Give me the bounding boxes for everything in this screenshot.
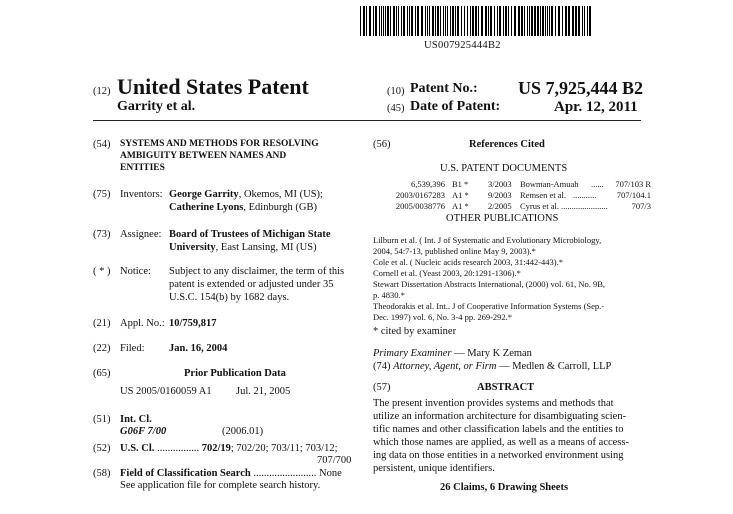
- other-pub-line: Theodorakis et al. Int.. J of Cooperative Information Systems (Sep.-: [373, 301, 605, 311]
- examiner-name: Mary K Zeman: [467, 348, 532, 359]
- assignee-line-2: [169, 242, 317, 253]
- barcode-bar: [481, 6, 483, 36]
- claims-summary: 26 Claims, 6 Drawing Sheets: [440, 482, 569, 493]
- barcode-bar: [549, 6, 550, 36]
- appl-number: 10/759,817: [169, 318, 217, 329]
- code-56: (56): [373, 139, 391, 150]
- barcode-bar: [381, 6, 382, 36]
- barcode-bar: [455, 6, 456, 36]
- us-cl-primary: 702/19: [201, 443, 231, 454]
- barcode-bar: [490, 6, 492, 36]
- barcode-bar: [393, 6, 395, 36]
- document-title: United States Patent: [117, 74, 309, 99]
- barcode-bar: [385, 6, 386, 36]
- barcode-bar: [472, 6, 474, 36]
- us-doc-name: Remsen et al.: [520, 190, 567, 200]
- other-pub-line: Cornell et al. (Yeast 2003, 20:1291-1306).*: [373, 268, 521, 278]
- attorney-line: [373, 361, 611, 372]
- header-divider: [93, 120, 641, 121]
- barcode-bar: [578, 6, 580, 36]
- barcode-bar: [558, 6, 560, 36]
- patent-date: Apr. 12, 2011: [554, 99, 638, 115]
- barcode-bar: [464, 6, 465, 36]
- code-74: (74): [373, 361, 391, 372]
- field-search-label: Field of Classification Search: [120, 468, 251, 479]
- us-cl-line-2: 707/700: [317, 455, 352, 466]
- inventor-1-location: , Okemos, MI (US);: [238, 189, 323, 200]
- field-search-line: [120, 468, 342, 479]
- attorney-separator: —: [496, 361, 513, 372]
- int-cl-label: Int. Cl.: [120, 414, 152, 425]
- inventors-label: Inventors:: [120, 189, 163, 200]
- us-doc-class: 707/3: [631, 201, 651, 211]
- us-cl-dots: ................: [157, 443, 200, 454]
- us-doc-dots: ......: [591, 179, 604, 189]
- barcode-bar: [369, 6, 371, 36]
- notice-label: Notice:: [120, 266, 151, 277]
- barcode-bar: [366, 6, 367, 36]
- barcode-bar: [589, 6, 591, 36]
- barcode-bar: [494, 6, 495, 36]
- barcode-bar: [437, 6, 439, 36]
- notice-line-1: Subject to any disclaimer, the term of this: [169, 266, 345, 277]
- barcode-bar: [551, 6, 553, 36]
- barcode-bar: [529, 6, 530, 36]
- barcode-bar: [425, 6, 426, 36]
- barcode-bar: [407, 6, 408, 36]
- barcode-bar: [575, 6, 577, 36]
- code-45: (45): [387, 103, 405, 114]
- code-75: (75): [93, 189, 111, 200]
- barcode-bar: [587, 6, 588, 36]
- barcode-bar: [429, 6, 430, 36]
- us-docs-heading: U.S. PATENT DOCUMENTS: [440, 163, 568, 174]
- barcode-bar: [390, 6, 391, 36]
- patent-barcode: [360, 6, 592, 36]
- patent-number: US 7,925,444 B2: [518, 78, 644, 98]
- other-pubs-heading: OTHER PUBLICATIONS: [446, 213, 559, 224]
- examiner-label: Primary Examiner: [373, 348, 452, 359]
- abstract-line: which those names are applied, as well as a means of access-: [373, 437, 629, 448]
- barcode-bar: [508, 6, 509, 36]
- inventor-2-location: , Edinburgh (GB): [243, 202, 317, 213]
- barcode-bar: [514, 6, 516, 36]
- barcode-bar: [475, 6, 477, 36]
- barcode-bar: [478, 6, 479, 36]
- filed-label: Filed:: [120, 343, 145, 354]
- barcode-bar: [409, 6, 410, 36]
- code-58: (58): [93, 468, 111, 479]
- us-doc-class: 707/104.1: [616, 190, 651, 200]
- barcode-bar: [417, 6, 419, 36]
- barcode-bar: [485, 6, 487, 36]
- barcode-bar: [521, 6, 523, 36]
- us-doc-kind: A1 *: [452, 201, 469, 211]
- barcode-bar: [531, 6, 533, 36]
- barcode-bar: [450, 6, 451, 36]
- barcode-bar: [415, 6, 416, 36]
- us-doc-date: 3/2003: [488, 179, 512, 189]
- attorney-label: Attorney, Agent, or Firm: [393, 361, 497, 372]
- barcode-bar: [363, 6, 365, 36]
- assignee-name-line-1: Board of Trustees of Michigan State: [169, 229, 331, 240]
- barcode-bar: [568, 6, 570, 36]
- barcode-bar: [383, 6, 384, 36]
- barcode-bar: [562, 6, 563, 36]
- prior-pub-number: US 2005/0160059 A1: [120, 386, 212, 397]
- abstract-heading: ABSTRACT: [477, 382, 535, 393]
- barcode-bar: [470, 6, 471, 36]
- us-doc-date: 2/2005: [488, 201, 512, 211]
- inventor-1: [169, 189, 323, 200]
- cited-by-examiner: * cited by examiner: [373, 326, 457, 337]
- assignee-location: , East Lansing, MI (US): [215, 242, 317, 253]
- barcode-bar: [565, 6, 567, 36]
- us-doc-dots: ...........: [573, 190, 597, 200]
- us-doc-number: 2003/0167283: [395, 190, 445, 200]
- notice-line-3: U.S.C. 154(b) by 1682 days.: [169, 292, 290, 303]
- barcode-bar: [582, 6, 583, 36]
- us-doc-name: Bowman-Amuah: [520, 179, 579, 189]
- other-pub-line: Lilburn et al. ( Int. J of Systematic and Evolutionary Microbiology,: [373, 235, 602, 245]
- barcode-bar: [445, 6, 446, 36]
- title-line-3: ENTITIES: [120, 163, 165, 173]
- barcode-bar: [542, 6, 544, 36]
- patent-no-label: Patent No.:: [410, 81, 478, 96]
- barcode-bar: [411, 6, 413, 36]
- code-10: (10): [387, 86, 405, 97]
- us-doc-dots: ......................: [561, 201, 608, 211]
- other-pub-line: Stewart Dissertation Abstracts International, (2000) vol. 61, No. 9B,: [373, 279, 606, 289]
- barcode-bar: [443, 6, 444, 36]
- barcode-bar: [452, 6, 454, 36]
- examiner-separator: —: [451, 348, 468, 359]
- field-search-value: None: [319, 468, 342, 479]
- barcode-bar: [497, 6, 498, 36]
- abstract-line: The present invention provides systems and methods that: [373, 398, 614, 409]
- barcode-bar: [432, 6, 434, 36]
- inventor-1-name: George Garrity: [169, 189, 239, 200]
- us-doc-name: Cyrus et al.: [520, 201, 559, 211]
- us-cl-label: U.S. Cl.: [120, 443, 155, 454]
- abstract-line: ing data on those entities in a networked environment using: [373, 450, 624, 461]
- other-pub-line: 2004, 54:7-13, published online May 9, 2003).*: [373, 246, 536, 256]
- barcode-bar: [518, 6, 520, 36]
- assignee-name-line-2: University: [169, 242, 216, 253]
- notice-code: ( * ): [93, 266, 111, 277]
- barcode-bar: [435, 6, 436, 36]
- title-line-1: SYSTEMS AND METHODS FOR RESOLVING: [120, 139, 319, 149]
- attorney-name: Medlen & Carroll, LLP: [512, 361, 612, 372]
- primary-examiner: [373, 348, 532, 359]
- code-52: (52): [93, 443, 111, 454]
- other-pub-line: Cole et al. ( Nucleic acids research 2003, 31:442-443).*: [373, 257, 564, 267]
- barcode-number: US007925444B2: [424, 40, 501, 51]
- prior-pub-date: Jul. 21, 2005: [236, 386, 291, 397]
- barcode-bar: [534, 6, 536, 36]
- code-57: (57): [373, 382, 391, 393]
- barcode-bar: [467, 6, 468, 36]
- barcode-bar: [555, 6, 556, 36]
- barcode-bar: [373, 6, 374, 36]
- references-heading: References Cited: [469, 139, 545, 150]
- us-doc-class: 707/103 R: [615, 179, 651, 189]
- code-54: (54): [93, 139, 111, 150]
- inventor-2-name: Catherine Lyons: [169, 202, 244, 213]
- barcode-bar: [398, 6, 399, 36]
- code-12: (12): [93, 86, 111, 97]
- barcode-bar: [403, 6, 405, 36]
- assignee-label: Assignee:: [120, 229, 162, 240]
- barcode-bar: [572, 6, 574, 36]
- barcode-bar: [511, 6, 512, 36]
- notice-line-2: patent is extended or adjusted under 35: [169, 279, 334, 290]
- code-51: (51): [93, 414, 111, 425]
- code-21: (21): [93, 318, 111, 329]
- us-cl-secondary: ; 702/20; 703/11; 703/12;: [230, 443, 338, 454]
- barcode-bar: [488, 6, 489, 36]
- field-search-dots: ........................: [253, 468, 317, 479]
- barcode-bar: [421, 6, 423, 36]
- barcode-bar: [537, 6, 539, 36]
- barcode-bar: [375, 6, 377, 36]
- abstract-line: tific names and other classification labels and the entities to: [373, 424, 624, 435]
- abstract-line: utilize an information architecture for disambiguating scien-: [373, 411, 627, 422]
- other-pub-line: Dec. 1997) vol. 6, No. 3-4 pp. 269-292.*: [373, 312, 513, 322]
- us-doc-date: 9/2003: [488, 190, 512, 200]
- barcode-bar: [540, 6, 541, 36]
- us-doc-number: 2005/0038776: [395, 201, 445, 211]
- inventor-2: [169, 202, 317, 213]
- barcode-bar: [584, 6, 585, 36]
- barcode-bar: [360, 6, 361, 36]
- barcode-bar: [461, 6, 462, 36]
- barcode-bar: [440, 6, 441, 36]
- barcode-bar: [547, 6, 548, 36]
- appl-label: Appl. No.:: [120, 318, 165, 329]
- inventors-short: Garrity et al.: [117, 99, 196, 114]
- prior-pub-heading: Prior Publication Data: [184, 368, 286, 379]
- barcode-bar: [396, 6, 397, 36]
- other-pub-line: p. 4830.*: [373, 290, 405, 300]
- barcode-bar: [527, 6, 528, 36]
- int-cl-class: G06F 7/00: [120, 426, 167, 437]
- code-65: (65): [93, 368, 111, 379]
- int-cl-date: (2006.01): [222, 426, 264, 437]
- barcode-bar: [524, 6, 525, 36]
- barcode-bar: [545, 6, 546, 36]
- filed-date: Jan. 16, 2004: [169, 343, 228, 354]
- barcode-bar: [499, 6, 501, 36]
- barcode-bar: [505, 6, 507, 36]
- title-line-2: AMBIGUITY BETWEEN NAMES AND: [120, 151, 287, 161]
- date-label: Date of Patent:: [410, 99, 501, 114]
- us-doc-kind: A1 *: [452, 190, 469, 200]
- barcode-bar: [379, 6, 380, 36]
- field-search-note: See application file for complete search history.: [120, 480, 321, 491]
- us-doc-kind: B1 *: [452, 179, 469, 189]
- barcode-bar: [387, 6, 389, 36]
- code-22: (22): [93, 343, 111, 354]
- barcode-bar: [447, 6, 448, 36]
- barcode-bar: [457, 6, 459, 36]
- barcode-bar: [503, 6, 504, 36]
- us-doc-number: 6,539,396: [411, 179, 445, 189]
- abstract-line: persistent, unique identifiers.: [373, 463, 495, 474]
- barcode-bar: [401, 6, 402, 36]
- barcode-bar: [427, 6, 428, 36]
- us-cl-line-1: [120, 443, 338, 454]
- code-73: (73): [93, 229, 111, 240]
